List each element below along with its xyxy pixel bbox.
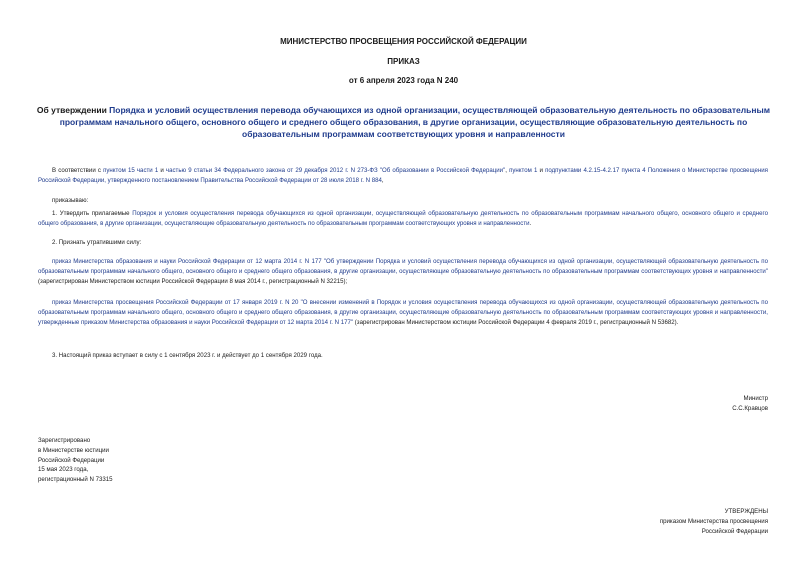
title-link[interactable]: Порядка и условий осуществления перевода обучающихся из одной организации, осуществляющей образовательную деятельность по образовательным программам начального общего, основного общего и среднего общего образования, в другие организации, осуществляющие образовательную деятельность по образовательным программам соответствующих уровня и направленности xyxy=(59,105,771,139)
preamble-link-1[interactable]: пунктом 15 части 1 xyxy=(103,167,159,174)
item-1-paragraph xyxy=(38,209,768,229)
signature-position: Министр xyxy=(743,395,768,402)
preamble-link-3[interactable]: пунктом 1 xyxy=(509,167,538,174)
repealed-order-1 xyxy=(38,257,768,286)
title-prefix: Об утверждении xyxy=(36,105,110,115)
preamble-text: , xyxy=(505,167,510,174)
registration-line: Зарегистрировано xyxy=(38,437,91,444)
repealed-order-2-link[interactable]: приказ Министерства просвещения Российской Федерации от 17 января 2019 г. N 20 "О внесении изменений в Порядок и условия осуществления перевода обучающихся из одной организации, осуществляющей образовательную деятельность по образовательным программам начального общего, основного общего и среднего общего образования, в другие организации, осуществляющие образовательную деятельность по образовательным программам соответствующих уровня и направленности, утвержденные приказом Министерства образования и науки Российской Федерации от 12 марта 2014 г. N 177" xyxy=(38,299,768,326)
item-1-link[interactable]: Порядок и условия осуществления перевода обучающихся из одной организации, осуществляющей образовательную деятельность по образовательным программам начального общего, основного общего и среднего общего образования, в другие организации, осуществляющие образовательную деятельность по образовательным программам соответствующих уровня и направленности xyxy=(38,210,768,227)
item-1-text: 1. Утвердить прилагаемые xyxy=(52,210,133,217)
preamble-link-4[interactable]: подпунктами 4.2.15-4.2.17 пункта 4 Положения о Министерстве просвещения Российской Федерации, утвержденного постановлением Правительства Российской Федерации от 28 июля 2018 г. N 884 xyxy=(38,167,768,184)
approved-block xyxy=(660,507,768,536)
item-1-text: . xyxy=(529,219,532,227)
preamble-text: В соответствии с xyxy=(52,167,104,174)
preamble-paragraph xyxy=(38,166,768,186)
preamble-text: , xyxy=(381,176,384,184)
approved-line: приказом Министерства просвещения xyxy=(659,517,768,525)
repealed-order-1-text: (зарегистрирован Министерством юстиции Российской Федерации 8 мая 2014 г., регистрационный N 32215); xyxy=(38,277,348,285)
registration-line: 15 мая 2023 года, xyxy=(38,466,89,474)
preamble-text: и xyxy=(537,167,546,174)
orders-paragraph: приказываю: xyxy=(52,197,89,204)
preamble-text: и xyxy=(158,167,166,174)
document-title xyxy=(30,104,777,140)
registration-block xyxy=(38,436,113,485)
signature-name: С.С.Кравцов xyxy=(732,405,768,412)
preamble-link-2[interactable]: частью 9 статьи 34 Федерального закона от 29 декабря 2012 г. N 273-ФЗ "Об образовании в Российской Федерации" xyxy=(165,167,506,174)
approved-line: Российской Федерации xyxy=(701,527,768,535)
registration-line: в Министерстве юстиции xyxy=(38,446,109,454)
item-2-paragraph: 2. Признать утратившими силу: xyxy=(52,239,142,246)
registration-line: регистрационный N 73315 xyxy=(38,476,113,484)
registration-line: Российской Федерации xyxy=(38,456,105,464)
doc-type-heading: ПРИКАЗ xyxy=(387,57,420,66)
repealed-order-2 xyxy=(38,298,768,327)
repealed-order-2-text: (зарегистрирован Министерством юстиции Российской Федерации 4 февраля 2019 г., регистрационный N 53682). xyxy=(353,318,679,326)
item-3-paragraph: 3. Настоящий приказ вступает в силу с 1 сентября 2023 г. и действует до 1 сентября 2029 года. xyxy=(52,352,323,359)
date-number-heading: от 6 апреля 2023 года N 240 xyxy=(348,76,459,85)
repealed-order-1-link[interactable]: приказ Министерства образования и науки Российской Федерации от 12 марта 2014 г. N 177 "Об утверждении Порядка и условий осуществления перевода обучающихся из одной организации, осуществляющей образовательную деятельность по образовательным программам начального общего, основного общего и среднего общего образования, в другие организации, осуществляющие образовательную деятельность по образовательным программам соответствующих уровня и направленности" xyxy=(38,258,768,275)
approved-line: УТВЕРЖДЕНЫ xyxy=(724,508,768,515)
ministry-heading: МИНИСТЕРСТВО ПРОСВЕЩЕНИЯ РОССИЙСКОЙ ФЕДЕРАЦИИ xyxy=(280,37,527,46)
